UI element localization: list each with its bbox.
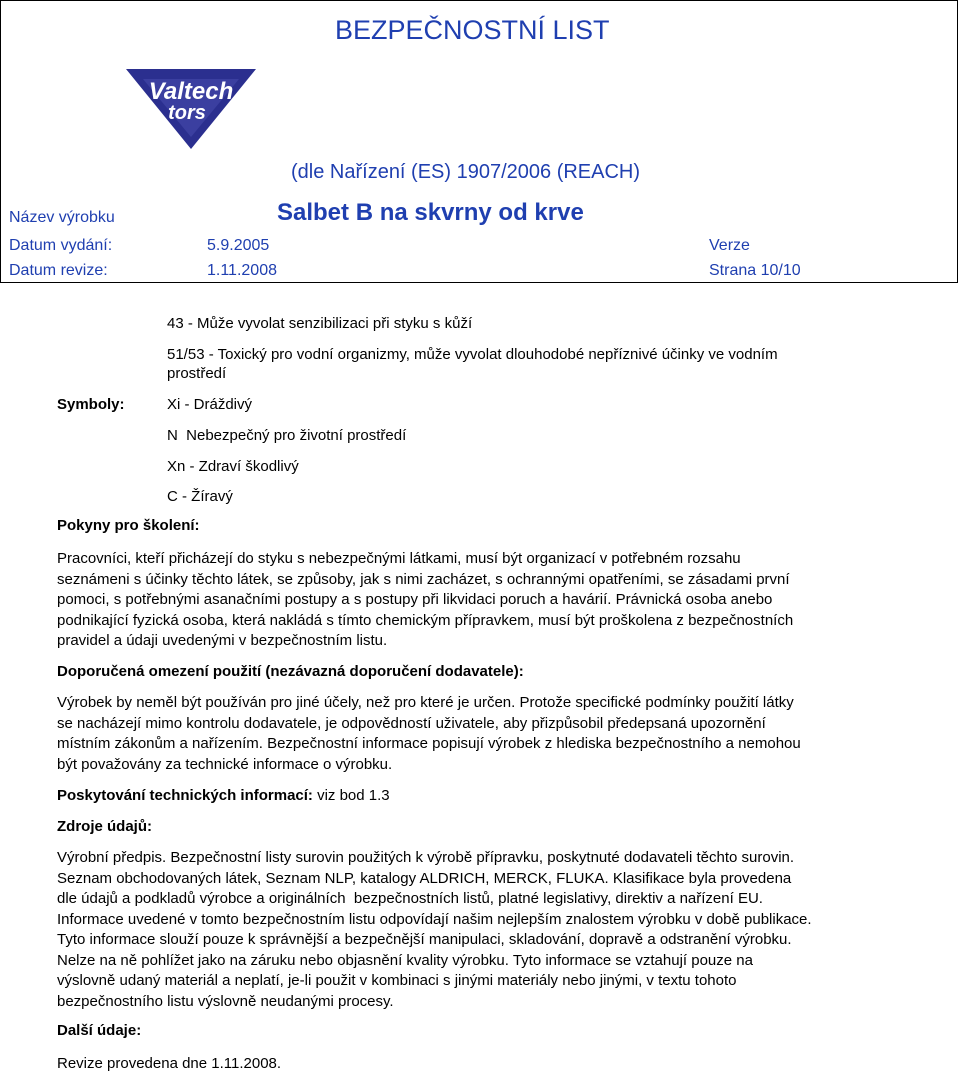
version-label: Verze bbox=[709, 237, 750, 254]
other-info-heading: Další údaje: bbox=[57, 1022, 142, 1039]
company-logo bbox=[121, 61, 261, 151]
training-line: pomoci, s potřebnými asanačními postupy a s postupy při likvidaci poruch a havárií. Právnická osoba anebo bbox=[57, 591, 773, 608]
restrictions-text bbox=[57, 693, 937, 775]
document-header bbox=[0, 0, 958, 283]
r-phrase-51-53-line1: 51/53 - Toxický pro vodní organizmy, může vyvolat dlouhodobé nepříznivé účinky ve vodním bbox=[167, 346, 778, 363]
restrictions-line: Výrobek by neměl být používán pro jiné účely, než pro které je určen. Protože specifické podmínky použití látky bbox=[57, 694, 794, 711]
product-name: Salbet B na skvrny od krve bbox=[277, 199, 584, 226]
restrictions-line: se nacházejí mimo kontrolu dodavatele, je odpovědností uživatele, aby přizpůsobil předepsaná upozornění bbox=[57, 714, 766, 732]
symbol-xn: Xn - Zdraví škodlivý bbox=[167, 458, 299, 475]
training-label: Pokyny pro školení: bbox=[57, 517, 200, 534]
symbol-xi: Xi - Dráždivý bbox=[167, 396, 253, 413]
technical-info-label: Poskytování technických informací: bbox=[57, 787, 313, 804]
symbol-c: C - Žíravý bbox=[167, 488, 233, 505]
training-line: Pracovníci, kteří přicházejí do styku s nebezpečnými látkami, musí být organizací v potřebném rozsahu bbox=[57, 550, 741, 567]
sources-line: Nelze na ně pohlížet jako na záruku nebo objasnění kvality výrobku. Tyto informace se vztahují pouze na bbox=[57, 951, 753, 969]
sources-text bbox=[57, 848, 937, 1012]
restrictions-line: místním zákonům a nařízením. Bezpečnostní informace popisují výrobek z hlediska bezpečnostního a nemohou bbox=[57, 735, 801, 752]
product-name-label: Název výrobku bbox=[9, 209, 115, 226]
training-line: podnikající fyzická osoba, která nakládá s tímto chemickým přípravkem, musí být proškolena z bezpečnostních bbox=[57, 611, 794, 629]
page-number: Strana 10/10 bbox=[709, 262, 801, 279]
training-text bbox=[57, 549, 937, 652]
sources-line: Seznam obchodovaných látek, Seznam NLP, katalogy ALDRICH, MERCK, FLUKA. Klasifikace byla provedena bbox=[57, 869, 792, 887]
sources-line: Informace uvedené v tomto bezpečnostním listu odpovídají našim nejlepším znalostem výrobku v době publikace. bbox=[57, 910, 812, 928]
technical-info-value: viz bod 1.3 bbox=[312, 787, 390, 804]
sources-line: bezpečnostního listu výslovně neudanými procesy. bbox=[57, 992, 394, 1010]
restrictions-line: být považovány za technické informace o výrobku. bbox=[57, 755, 393, 773]
revision-date-label: Datum revize: bbox=[9, 262, 108, 279]
svg-text:tors: tors bbox=[168, 102, 206, 124]
training-line: pravidel a údaji uvedenými v bezpečnostním listu. bbox=[57, 632, 388, 649]
symbol-n: N Nebezpečný pro životní prostředí bbox=[167, 427, 407, 444]
svg-text:Valtech: Valtech bbox=[148, 78, 234, 105]
issue-date: 5.9.2005 bbox=[207, 237, 270, 254]
technical-info bbox=[57, 786, 390, 806]
sources-line: Tyto informace slouží pouze k správnější a bezpečnější manipulaci, skladování, dopravě a odstranění výrobku. bbox=[57, 931, 792, 948]
sources-line: výslovně udaný materiál a neplatí, je-li použit v kombinaci s jinými materiály nebo jinými, v textu tohoto bbox=[57, 972, 737, 989]
issue-date-label: Datum vydání: bbox=[9, 237, 113, 254]
restrictions-heading: Doporučená omezení použití (nezávazná doporučení dodavatele): bbox=[57, 663, 524, 680]
revision-date: 1.11.2008 bbox=[207, 262, 277, 279]
training-line: seznámeni s účinky těchto látek, se způsoby, jak s nimi zacházet, s ochrannými opatřeními, se zásadami první bbox=[57, 570, 790, 588]
sources-heading: Zdroje údajů: bbox=[57, 818, 152, 835]
regulation-reference: (dle Nařízení (ES) 1907/2006 (REACH) bbox=[291, 161, 641, 183]
r-phrase-43: 43 - Může vyvolat senzibilizaci při styku s kůží bbox=[167, 315, 473, 332]
r-phrase-51-53-line2: prostředí bbox=[167, 365, 227, 382]
revision-note: Revize provedena dne 1.11.2008. bbox=[57, 1055, 282, 1072]
document-title: BEZPEČNOSTNÍ LIST bbox=[335, 15, 610, 45]
sources-line: dle údajů a podkladů výrobce a originálních bezpečnostních listů, platné legislativy, direktiv a nařízení EU. bbox=[57, 890, 763, 907]
symbols-label: Symboly: bbox=[57, 396, 125, 413]
sources-line: Výrobní předpis. Bezpečnostní listy surovin použitých k výrobě přípravku, poskytnuté dodavateli těchto surovin. bbox=[57, 849, 795, 866]
